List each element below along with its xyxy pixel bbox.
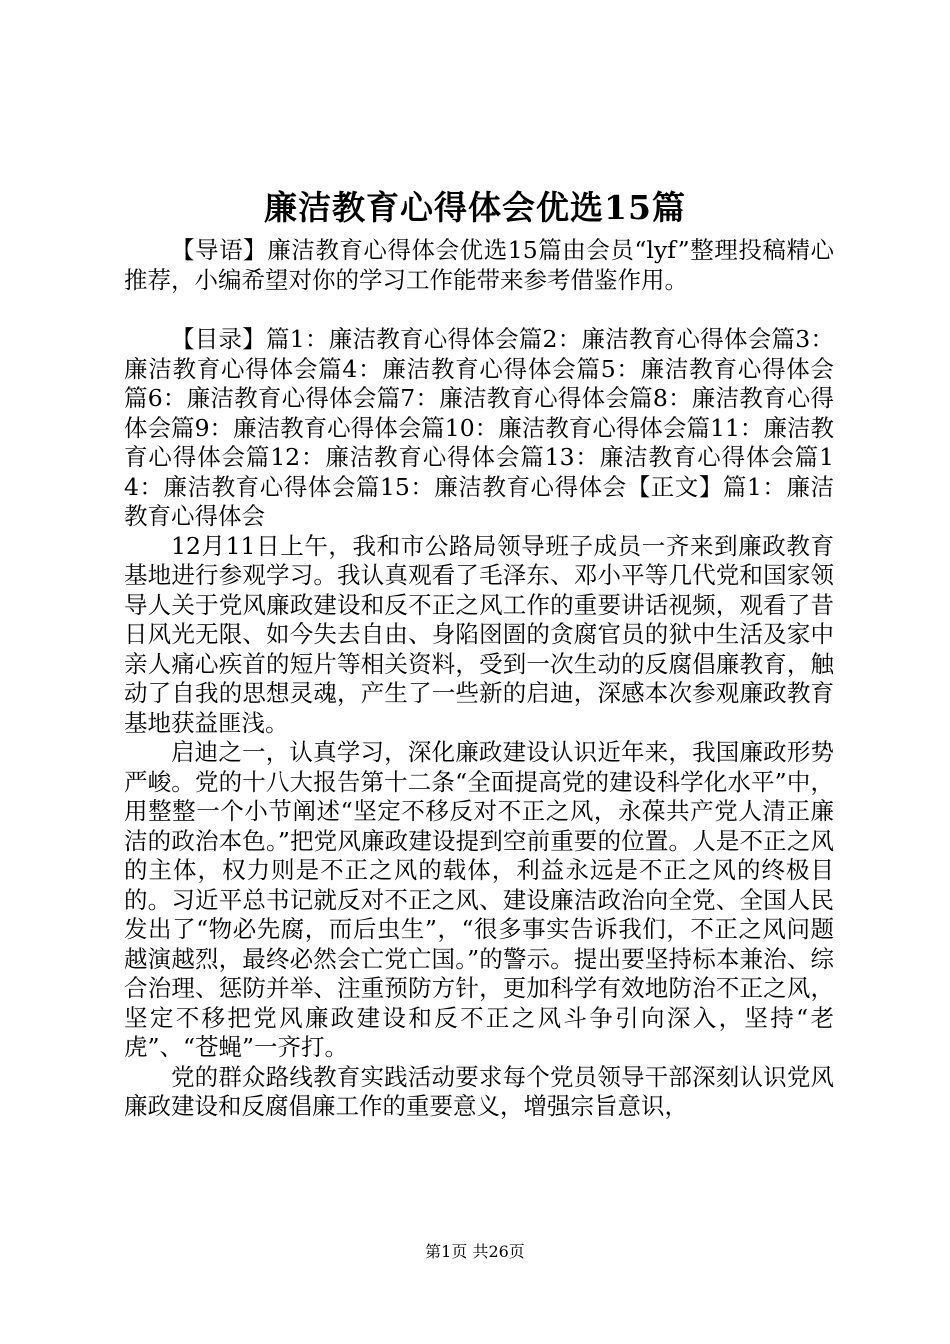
paragraph-spacer xyxy=(124,295,834,325)
page-footer: 第1页 共26页 xyxy=(425,1242,525,1261)
intro-paragraph: 【导语】廉洁教育心得体会优选15篇由会员“lyf”整理投稿精心推荐，小编希望对你的学习工作能带来参考借鉴作用。 xyxy=(124,236,834,294)
document-body xyxy=(124,236,834,1122)
toc-paragraph: 【目录】篇1：廉洁教育心得体会篇2：廉洁教育心得体会篇3：廉洁教育心得体会篇4：廉洁教育心得体会篇5：廉洁教育心得体会篇6：廉洁教育心得体会篇7：廉洁教育心得体会篇8：廉洁教育心得体会篇9：廉洁教育心得体会篇10：廉洁教育心得体会篇11：廉洁教育心得体会篇12：廉洁教育心得体会篇13：廉洁教育心得体会篇14：廉洁教育心得体会篇15：廉洁教育心得体会【正文】篇1：廉洁教育心得体会 xyxy=(124,325,834,530)
body-paragraph-2: 启迪之一，认真学习，深化廉政建设认识近年来，我国廉政形势严峻。党的十八大报告第十二条“全面提高党的建设科学化水平”中，用整整一个小节阐述“坚定不移反对不正之风，永葆共产党人清正廉洁的政治本色。”把党风廉政建设提到空前重要的位置。人是不正之风的主体，权力则是不正之风的载体，利益永远是不正之风的终极目的。习近平总书记就反对不正之风、建设廉洁政治向全党、全国人民发出了“物必先腐，而后虫生”，“很多事实告诉我们，不正之风问题越演越烈，最终必然会亡党亡国。”的警示。提出要坚持标本兼治、综合治理、惩防并举、注重预防方针，更加科学有效地防治不正之风，坚定不移把党风廉政建设和反不正之风斗争引向深入，坚持“老虎”、“苍蝇”一齐打。 xyxy=(124,738,834,1061)
body-paragraph-1: 12月11日上午，我和市公路局领导班子成员一齐来到廉政教育基地进行参观学习。我认真观看了毛泽东、邓小平等几代党和国家领导人关于党风廉政建设和反不正之风工作的重要讲话视频，观看了昔日风光无限、如今失去自由、身陷囹圄的贪腐官员的狱中生活及家中亲人痛心疾首的短片等相关资料，受到一次生动的反腐倡廉教育，触动了自我的思想灵魂，产生了一些新的启迪，深感本次参观廉政教育基地获益匪浅。 xyxy=(124,531,834,737)
document-title: 廉洁教育心得体会优选15篇 xyxy=(264,188,686,227)
body-paragraph-3: 党的群众路线教育实践活动要求每个党员领导干部深刻认识党风廉政建设和反腐倡廉工作的重要意义，增强宗旨意识， xyxy=(124,1062,834,1120)
